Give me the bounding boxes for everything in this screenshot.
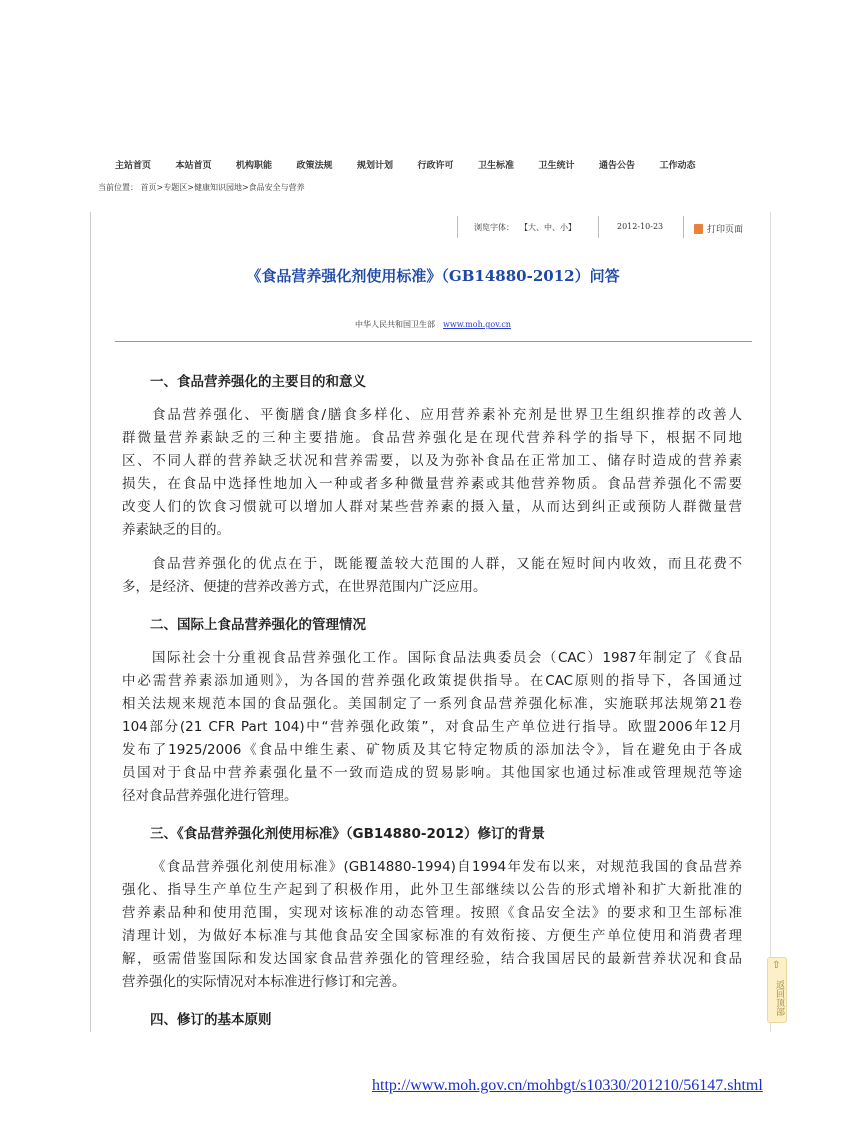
paragraph-line: 员国对于食品中营养素强化量不一致而造成的贸易影响。其他国家也通过标准或管理规范等途 — [122, 765, 742, 781]
paragraph-line: 发布了1925/2006《食品中维生素、矿物质及其它特定物质的添加法令》，旨在避免由于各成 — [122, 742, 742, 758]
paragraph-line: 强化、指导生产单位生产起到了积极作用，此外卫生部继续以公告的形式增补和扩大新批准的 — [122, 882, 742, 898]
paragraph — [122, 553, 742, 599]
paragraph-line: 104部分(21 CFR Part 104)中“营养强化政策”，对食品生产单位进行指导。欧盟2006年12月 — [122, 719, 742, 735]
source-name: 中华人民共和国卫生部 — [355, 320, 436, 329]
paragraph — [122, 404, 742, 542]
up-arrow-icon: ⇧ — [772, 960, 781, 971]
content-border-left — [90, 212, 91, 1032]
section-heading: 四、修订的基本原则 — [150, 1012, 272, 1028]
section-heading: 一、食品营养强化的主要目的和意义 — [150, 374, 366, 390]
paragraph-line: 食品营养强化的优点在于，既能覆盖较大范围的人群，又能在短时间内收效，而且花费不 — [152, 556, 742, 572]
paragraph-line: 解，亟需借鉴国际和发达国家食品营养强化的管理经验，结合我国居民的最新营养状况和食品 — [122, 951, 742, 967]
paragraph-line: 相关法规来规范本国的食品强化。美国制定了一系列食品营养强化标准，实施联邦法规第21卷 — [122, 696, 742, 712]
content-border-right — [770, 212, 771, 1032]
print-button[interactable] — [694, 222, 743, 235]
breadcrumb: 当前位置： 首页>专题区>健康知识园地>食品安全与营养 — [98, 183, 305, 192]
section-heading: 三、《食品营养强化剂使用标准》（GB14880-2012）修订的背景 — [150, 826, 546, 842]
paragraph-line: 食品营养强化、平衡膳食/膳食多样化、应用营养素补充剂是世界卫生组织推荐的改善人 — [152, 407, 742, 423]
paragraph — [122, 647, 742, 808]
nav-item[interactable]: 卫生标准 — [478, 161, 515, 171]
nav-item[interactable]: 工作动态 — [659, 161, 696, 171]
nav-item[interactable]: 行政许可 — [417, 161, 454, 171]
font-size-label: 浏览字体： — [474, 223, 514, 232]
paragraph-line: 《食品营养强化剂使用标准》(GB14880-1994)自1994年发布以来，对规范我国的食品营养 — [152, 859, 742, 875]
source-link[interactable]: www.moh.gov.cn — [443, 320, 511, 329]
divider — [115, 341, 752, 342]
footer-url[interactable]: http://www.moh.gov.cn/mohbgt/s10330/201210/56147.shtml — [372, 1077, 763, 1094]
paragraph-line: 损失，在食品中选择性地加入一种或者多种微量营养素或其他营养物质。食品营养强化不需要 — [122, 476, 742, 492]
print-icon — [694, 224, 703, 234]
toolbar-divider — [457, 216, 458, 238]
nav-item[interactable]: 本站首页 — [175, 161, 212, 171]
publish-date: 2012-10-23 — [617, 222, 664, 231]
print-label: 打印页面 — [707, 225, 744, 235]
nav-item[interactable]: 政策法规 — [296, 161, 333, 171]
article-source — [0, 319, 866, 330]
back-to-top-button[interactable] — [767, 957, 787, 1023]
paragraph-line: 改变人们的饮食习惯就可以增加人群对某些营养素的摄入量，从而达到纠正或预防人群微量营 — [122, 499, 742, 515]
nav-item[interactable]: 卫生统计 — [538, 161, 575, 171]
nav-item[interactable]: 通告公告 — [599, 161, 636, 171]
paragraph-line: 国际社会十分重视食品营养强化工作。国际食品法典委员会（CAC）1987年制定了《食品 — [152, 650, 742, 666]
paragraph-line: 多，是经济、便捷的营养改善方式，在世界范围内广泛应用。 — [122, 579, 487, 595]
section-heading: 二、国际上食品营养强化的管理情况 — [150, 617, 366, 633]
paragraph — [122, 856, 742, 994]
paragraph-line: 营养强化的实际情况对本标准进行修订和完善。 — [122, 974, 406, 990]
paragraph-line: 营养素品种和使用范围，实现对该标准的动态管理。按照《食品安全法》的要求和卫生部标准 — [122, 905, 742, 921]
back-to-top-label: 返回顶部 — [774, 980, 784, 1016]
toolbar-divider — [683, 216, 684, 238]
nav-item[interactable]: 主站首页 — [115, 161, 152, 171]
paragraph-line: 清理计划，为做好本标准与其他食品安全国家标准的有效衔接、方便生产单位使用和消费者理 — [122, 928, 742, 944]
toolbar-divider — [598, 216, 599, 238]
main-nav — [115, 158, 720, 171]
paragraph-line: 区、不同人群的营养缺乏状况和营养需要，以及为弥补食品在正常加工、储存时造成的营养素 — [122, 453, 742, 469]
paragraph-line: 中必需营养素添加通则》，为各国的营养强化政策提供指导。在CAC原则的指导下，各国通过 — [122, 673, 742, 689]
article-title: 《食品营养强化剂使用标准》（GB14880-2012）问答 — [246, 267, 620, 285]
paragraph-line: 养素缺乏的目的。 — [122, 522, 230, 538]
nav-item[interactable]: 规划计划 — [357, 161, 394, 171]
font-size-options[interactable]: 【大、中、小】 — [520, 223, 576, 232]
paragraph-line: 群微量营养素缺乏的三种主要措施。食品营养强化是在现代营养科学的指导下，根据不同地 — [122, 430, 742, 446]
nav-item[interactable]: 机构职能 — [236, 161, 273, 171]
article-body — [122, 370, 742, 1042]
paragraph-line: 径对食品营养强化进行管理。 — [122, 788, 298, 804]
